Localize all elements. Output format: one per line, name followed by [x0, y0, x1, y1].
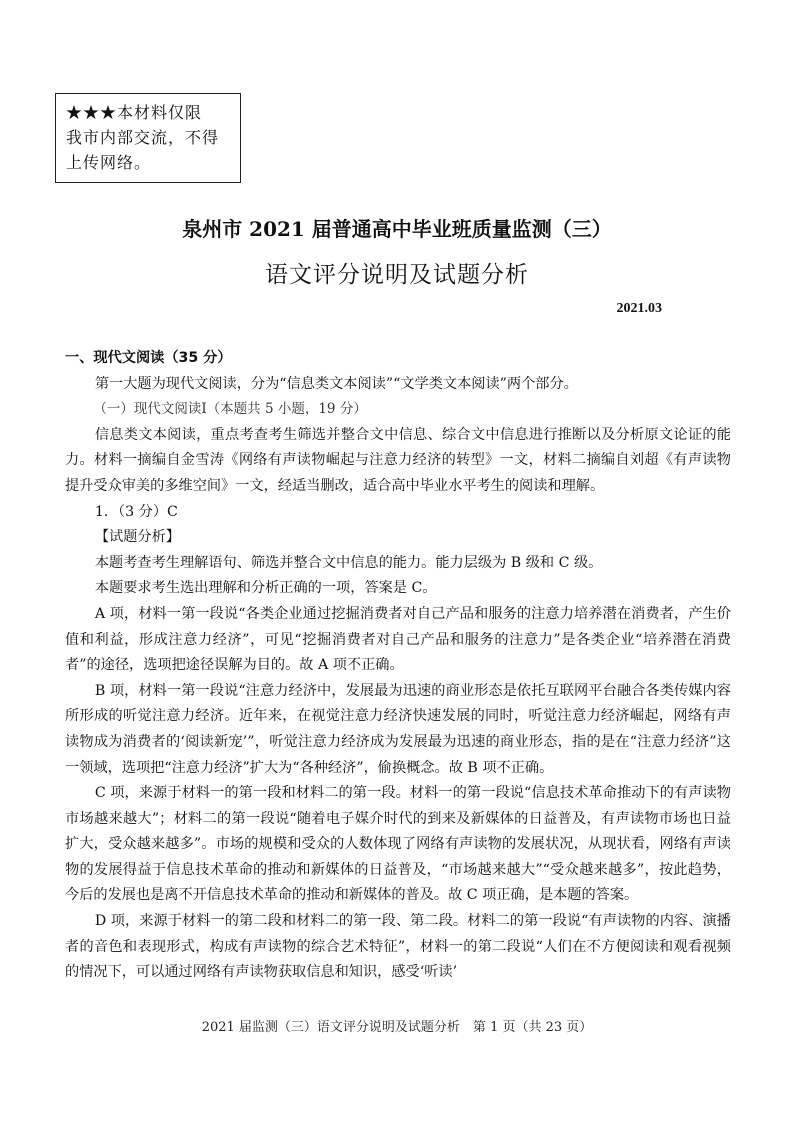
paragraph: 本题考查考生理解语句、筛选并整合文中信息的能力。能力层级为 B 级和 C 级。: [94, 554, 603, 571]
analysis-label: 【试题分析】: [94, 529, 180, 546]
notice-line-2: 我市内部交流，不得: [66, 128, 220, 147]
option-b-analysis: B 项，材料一第一段说“注意力经济中，发展最为迅速的商业形态是依托互联网平台融合各类传媒内容所形成的听觉注意力经济。近年来，在视觉注意力经济快速发展的同时，听觉注意力经济崛起，网络有声读物成为消费者的‘阅读新宠’”，听觉注意力经济成为发展最为迅速的商业形态，指的是在“注意力经济”这一领域，选项把“注意力经济”扩大为“各种经济”，偷换概念。故 B 项不正确。: [65, 682, 731, 776]
paragraph: 信息类文本阅读，重点考查考生筛选并整合文中信息、综合文中信息进行推断以及分析原文论证的能力。材料一摘编自金雪涛《网络有声读物崛起与注意力经济的转型》一文，材料二摘编自刘超《有声读物提升受众审美的多维空间》一文，经适当删改，适合高中毕业水平考生的阅读和理解。: [65, 426, 731, 494]
document-date: 2021.03: [616, 301, 662, 316]
notice-line-1: ★★★本材料仅限: [66, 103, 203, 122]
paragraph: 第一大题为现代文阅读，分为“信息类文本阅读”“文学类文本阅读”两个部分。: [94, 375, 578, 392]
page-footer: 2021 届监测（三）语文评分说明及试题分析 第 1 页（共 23 页）: [201, 1020, 593, 1035]
notice-line-3: 上传网络。: [66, 153, 152, 172]
document-subtitle: 语文评分说明及试题分析: [265, 262, 529, 288]
notice-box: [55, 93, 241, 183]
question-answer: 1．（3 分）C: [94, 503, 178, 520]
subsection-heading: （一）现代文阅读Ⅰ（本题共 5 小题，19 分）: [93, 401, 367, 418]
document-title: 泉州市 2021 届普通高中毕业班质量监测（三）: [182, 217, 612, 241]
option-a-analysis: A 项，材料一第一段说“各类企业通过挖掘消费者对自己产品和服务的注意力培养潜在消费者，产生价值和利益，形成注意力经济”，可见“挖掘消费者对自己产品和服务的注意力”是各类企业“培养潜在消费者”的途径，选项把途径误解为目的。故 A 项不正确。: [65, 605, 731, 674]
section-heading: 一、现代文阅读（35 分）: [65, 350, 232, 366]
paragraph: 本题要求考生选出理解和分析正确的一项，答案是 C。: [94, 580, 437, 597]
document-body: [65, 346, 731, 986]
option-d-analysis: D 项，来源于材料一的第二段和材料二的第一段、第二段。材料二的第一段说“有声读物的内容、演播者的音色和表现形式，构成有声读物的综合艺术特征”，材料一的第二段说“人们在不方便阅读和观看视频的情况下，可以通过网络有声读物获取信息和知识，感受‘听读’: [65, 913, 731, 981]
option-c-analysis: C 项，来源于材料一的第一段和材料二的第一段。材料一的第一段说“信息技术革命推动下的有声读物市场越来越大”；材料二的第一段说“随着电子媒介时代的到来及新媒体的日益普及，有声读物市场也日益扩大，受众越来越多”。市场的规模和受众的人数体现了网络有声读物的发展状况，从现状看，网络有声读物的发展得益于信息技术革命的推动和新媒体的日益普及，“市场越来越大”“受众越来越多”，按此趋势，今后的发展也是离不开信息技术革命的推动和新媒体的普及。故 C 项正确，是本题的答案。: [65, 785, 731, 904]
